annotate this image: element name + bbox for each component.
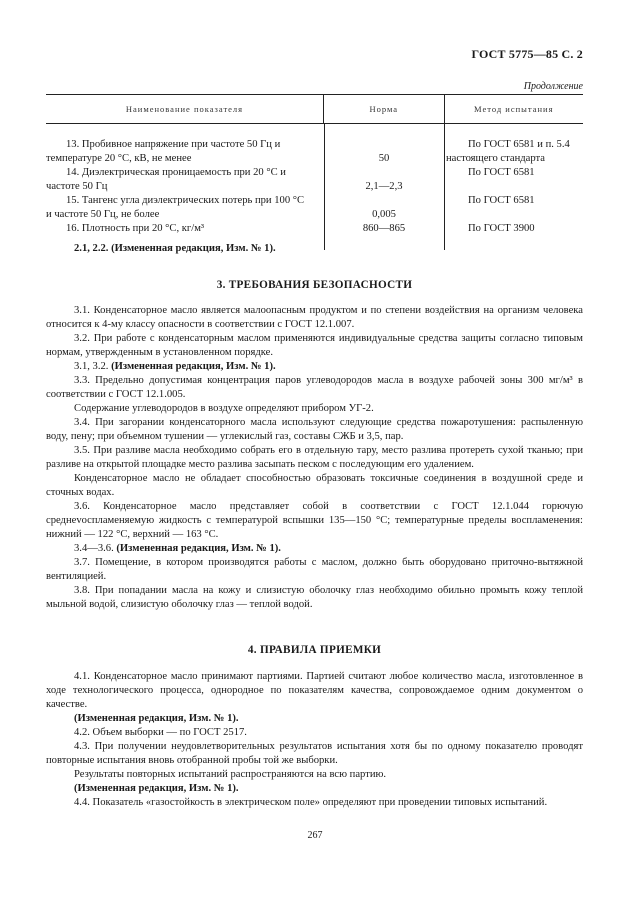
row-norm: 50	[378, 153, 390, 164]
section-4-heading: 4. ПРАВИЛА ПРИЕМКИ	[247, 644, 382, 656]
row-method-line: По ГОСТ 6581	[468, 195, 535, 206]
page-number: 267	[307, 830, 323, 841]
row-name-line: и частоте 50 Гц, не более	[46, 209, 160, 220]
row-name-line: частоте 50 Гц	[46, 181, 108, 192]
paragraph-3-5-note: Конденсаторное масло не обладает способностью образовать токсичные соединения в воздушной среде и сточных водах.	[46, 473, 583, 498]
paragraph-3-3-note: Содержание углеводородов в воздухе определяют прибором УГ-2.	[74, 403, 374, 414]
paragraph-3-6: 3.6. Конденсаторное масло представляет собой в соответствии с ГОСТ 12.1.044 горючую среднevоспламеняемую жидкость с температурой вспышки 135—150 °С; температурные пределы воспламенения: нижний — 122 °С, верхний — 163 °С.	[46, 501, 583, 540]
row-name-line: 13. Пробивное напряжение при частоте 50 Гц и	[66, 139, 281, 150]
row-name-line: 16. Плотность при 20 °С, кг/м³	[66, 223, 205, 234]
column-header-norm: Норма	[369, 104, 399, 114]
amendment-note: 3.1, 3.2. (Измененная редакция, Изм. № 1).	[74, 361, 276, 372]
amendment-note: 2.1, 2.2. (Измененная редакция, Изм. № 1).	[74, 243, 276, 254]
paragraph-3-5: 3.5. При разливе масла необходимо собрать его в отдельную тару, место разлива протереть сухой тканью; при разливе на открытой площадке место разлива засыпать песком с последующим его удалением.	[46, 445, 583, 470]
paragraph-3-2: 3.2. При работе с конденсаторным маслом применяются индивидуальные средства защиты согласно типовым нормам, утвержденным в установленном порядке.	[46, 333, 583, 358]
row-norm: 2,1—2,3	[365, 181, 403, 192]
row-method-line: По ГОСТ 6581 и п. 5.4	[468, 139, 570, 150]
section-3-body	[46, 304, 583, 612]
column-header-method: Метод испытания	[474, 104, 554, 114]
row-name-line: 14. Диэлектрическая проницаемость при 20 °С и	[66, 167, 286, 178]
amendment-note: (Измененная редакция, Изм. № 1).	[74, 713, 239, 724]
amendment-note: (Измененная редакция, Изм. № 1).	[74, 783, 239, 794]
paragraph-4-2: 4.2. Объем выборки — по ГОСТ 2517.	[74, 727, 247, 738]
row-method-line: По ГОСТ 6581	[468, 167, 535, 178]
row-name-line: 15. Тангенс угла диэлектрических потерь при 100 °С	[66, 195, 305, 206]
paragraph-3-1: 3.1. Конденсаторное масло является малоопасным продуктом и по степени воздействия на организм человека относится к 4-му классу опасности в соответствии с ГОСТ 12.1.007.	[46, 305, 583, 330]
column-divider	[444, 124, 445, 250]
row-norm: 0,005	[372, 209, 396, 220]
properties-table	[46, 94, 583, 264]
section-4-body	[46, 670, 583, 810]
running-header: ГОСТ 5775—85 С. 2	[471, 47, 583, 61]
row-name-line: температуре 20 °С, кВ, не менее	[46, 153, 192, 164]
amendment-note: 3.4—3.6. (Измененная редакция, Изм. № 1).	[74, 543, 281, 554]
paragraph-4-3-note: Результаты повторных испытаний распространяются на всю партию.	[74, 769, 387, 780]
row-norm: 860—865	[362, 223, 406, 234]
paragraph-3-8: 3.8. При попадании масла на кожу и слизистую оболочку глаз необходимо обильно промыть кожу теплой мыльной водой, слизистую оболочку глаз — теплой водой.	[46, 585, 583, 610]
paragraph-3-7: 3.7. Помещение, в котором производятся работы с маслом, должно быть оборудовано приточно-вытяжной вентиляцией.	[46, 557, 583, 582]
paragraph-4-4: 4.4. Показатель «газостойкость в электрическом поле» определяют при проведении типовых испытаний.	[74, 797, 548, 808]
table-continuation-label: Продолжение	[523, 81, 583, 92]
paragraph-4-1: 4.1. Конденсаторное масло принимают партиями. Партией считают любое количество масла, изготовленное в ходе технологического процесса, однородное по показателям качества, сопровождаемое одним документом о качестве.	[46, 671, 583, 710]
row-method-line: По ГОСТ 3900	[468, 223, 535, 234]
table-header	[46, 94, 583, 124]
column-header-name: Наименование показателя	[125, 104, 244, 114]
paragraph-4-3: 4.3. При получении неудовлетворительных результатов испытания хотя бы по одному показателю проводят повторные испытания вновь отобранной пробы той же выборки.	[46, 741, 583, 766]
paragraph-3-4: 3.4. При загорании конденсаторного масла используют следующие средства пожаротушения: распыленную воду, пену; при объемном тушении — углекислый газ, составы СЖБ и 3,5, пар.	[46, 417, 583, 442]
row-method-line: настоящего стандарта	[446, 153, 545, 164]
section-3-heading: 3. ТРЕБОВАНИЯ БЕЗОПАСНОСТИ	[216, 279, 413, 291]
paragraph-3-3: 3.3. Предельно допустимая концентрация паров углеводородов масла в воздухе рабочей зоны 300 мг/м³ в соответствии с ГОСТ 12.1.005.	[46, 375, 583, 400]
